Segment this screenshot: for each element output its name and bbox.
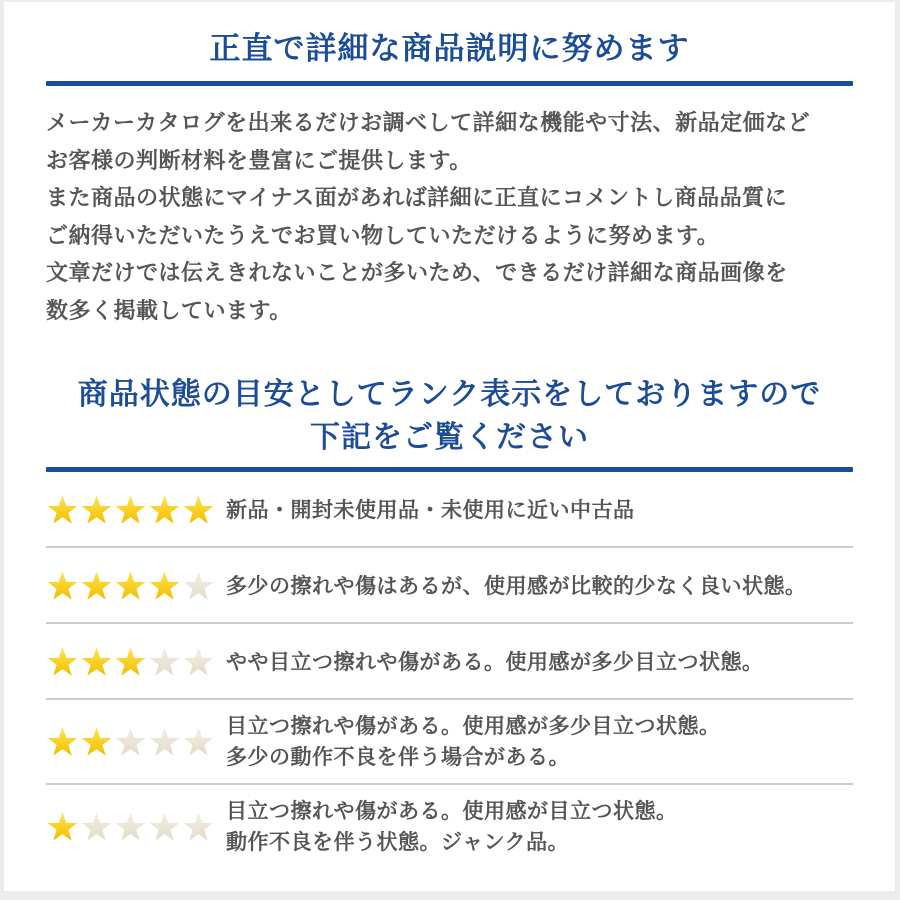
rank-description-line: 動作不良を伴う状態。ジャンク品。 xyxy=(226,831,570,854)
paragraph-line: また商品の状態にマイナス面があれば詳細に正直にコメントし商品品質に xyxy=(46,185,788,210)
paragraph-line: お客様の判断材料を豊富にご提供します。 xyxy=(46,147,472,173)
rank-description xyxy=(226,711,721,773)
rank-description-line: やや目立つ擦れや傷がある。使用感が多少目立つ状態。 xyxy=(226,650,764,674)
star-filled-icon xyxy=(46,726,79,758)
star-filled-icon xyxy=(114,646,147,678)
rank-description-line: 多少の動作不良を伴う場合がある。 xyxy=(226,746,570,769)
rank-description xyxy=(226,647,764,678)
star-rating xyxy=(46,570,218,602)
star-filled-icon xyxy=(80,646,113,678)
star-rating xyxy=(46,726,218,758)
star-filled-icon xyxy=(148,570,181,602)
description-section-title: 正直で詳細な商品説明に努めます xyxy=(209,31,690,66)
rank-row xyxy=(46,548,853,624)
star-filled-icon xyxy=(114,570,147,602)
star-empty-icon xyxy=(114,726,147,758)
rank-section-title xyxy=(46,373,853,459)
star-empty-icon xyxy=(182,570,215,602)
rank-row xyxy=(46,624,853,700)
rank-title-line: 商品状態の目安としてランク表示をしておりますので xyxy=(77,378,822,411)
paragraph-line: メーカーカタログを出来るだけお調べして詳細な機能や寸法、新品定価など xyxy=(46,110,811,135)
paragraph-line: 数多く掲載しています。 xyxy=(46,297,292,323)
rank-row xyxy=(46,700,853,785)
star-filled-icon xyxy=(46,646,79,678)
rank-description-line: 目立つ擦れや傷がある。使用感が多少目立つ状態。 xyxy=(226,715,721,738)
star-empty-icon xyxy=(148,646,181,678)
paragraph-line: ご納得いただいたうえでお買い物していただけるように努めます。 xyxy=(46,222,720,248)
star-empty-icon xyxy=(148,811,181,843)
star-filled-icon xyxy=(46,494,79,526)
star-filled-icon xyxy=(80,494,113,526)
star-filled-icon xyxy=(46,570,79,602)
rank-title-line: 下記をご覧ください xyxy=(310,421,589,454)
star-filled-icon xyxy=(182,494,215,526)
rank-description xyxy=(226,571,807,602)
star-empty-icon xyxy=(114,811,147,843)
description-paragraph xyxy=(46,104,853,329)
star-rating xyxy=(46,811,218,843)
star-rating xyxy=(46,494,218,526)
star-filled-icon xyxy=(114,494,147,526)
star-empty-icon xyxy=(182,811,215,843)
blue-divider-rule xyxy=(46,81,853,86)
rank-description xyxy=(226,495,635,526)
star-filled-icon xyxy=(148,494,181,526)
star-rating xyxy=(46,646,218,678)
star-empty-icon xyxy=(182,726,215,758)
star-filled-icon xyxy=(80,726,113,758)
rank-description xyxy=(226,796,678,858)
star-filled-icon xyxy=(46,811,79,843)
content-card xyxy=(4,2,895,891)
star-empty-icon xyxy=(182,646,215,678)
rank-row xyxy=(46,785,853,868)
star-filled-icon xyxy=(80,570,113,602)
rank-row xyxy=(46,472,853,548)
star-empty-icon xyxy=(148,726,181,758)
rank-list xyxy=(46,472,853,868)
rank-description-line: 新品・開封未使用品・未使用に近い中古品 xyxy=(226,498,635,522)
rank-description-line: 多少の擦れや傷はあるが、使用感が比較的少なく良い状態。 xyxy=(226,574,807,598)
paragraph-line: 文章だけでは伝えきれないことが多いため、できるだけ詳細な商品画像を xyxy=(46,260,788,285)
rank-description-line: 目立つ擦れや傷がある。使用感が目立つ状態。 xyxy=(226,800,678,823)
star-empty-icon xyxy=(80,811,113,843)
